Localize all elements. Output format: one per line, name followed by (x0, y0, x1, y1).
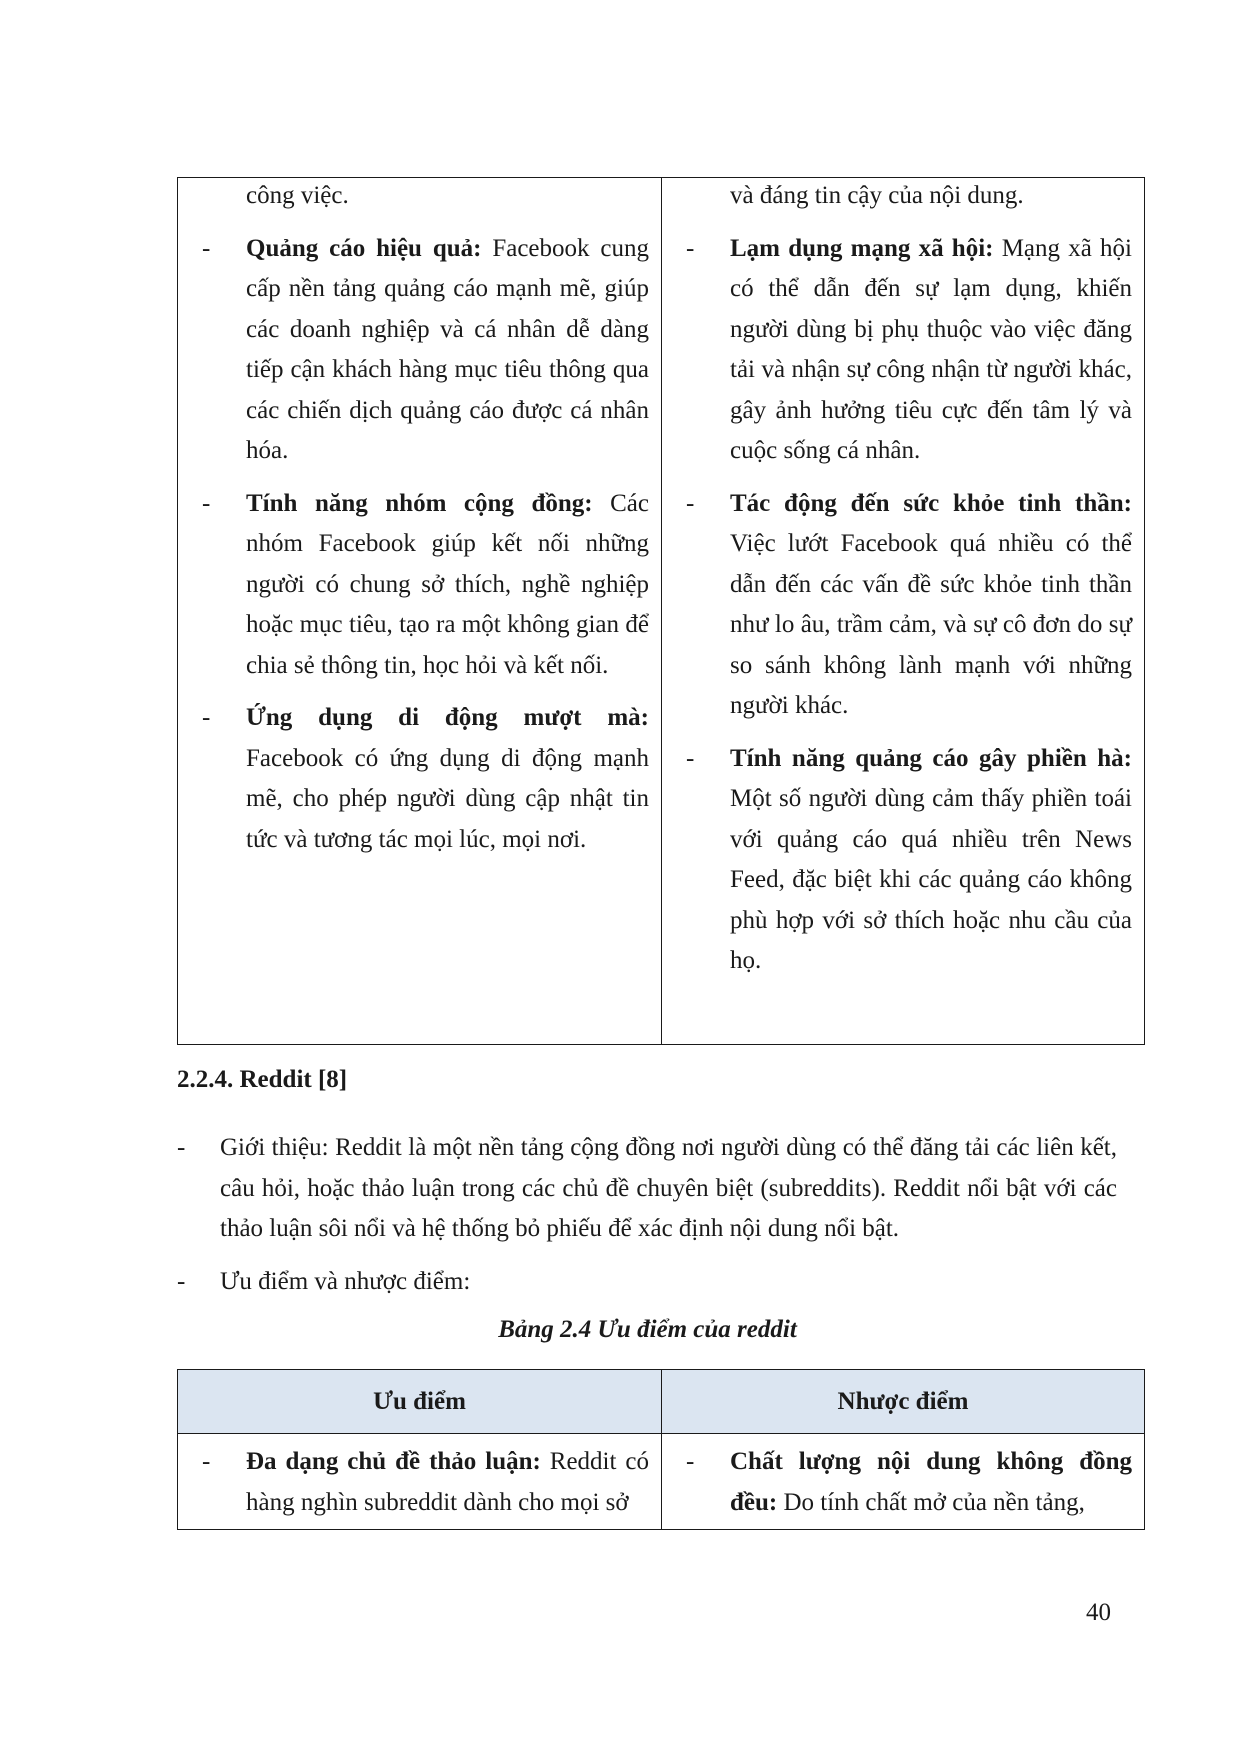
facebook-pros-cons-table (177, 177, 1145, 1045)
pros-cell (178, 1434, 662, 1530)
intro-paragraph (177, 1128, 1117, 1250)
item-title: Ứng dụng di động mượt mà: (246, 704, 649, 731)
list-item (190, 229, 649, 472)
cons-cell (662, 1434, 1145, 1530)
reddit-pros-cons-table (177, 1369, 1145, 1530)
bullet-dash: - (202, 704, 211, 731)
item-text: Việc lướt Facebook quá nhiều có thể dẫn đến các vấn đề sức khỏe tinh thần như lo âu, trầm cảm, và sự cô đơn do sự so sánh không lành mạnh với những người khác. (730, 530, 1132, 719)
item-title: Tính năng nhóm cộng đồng: (246, 489, 593, 517)
list-item (674, 739, 1132, 982)
page-number: 40 (1086, 1599, 1111, 1626)
item-title: Đa dạng chủ đề thảo luận: (246, 1448, 541, 1475)
pros-cons-paragraph (177, 1262, 1117, 1303)
item-text: Mạng xã hội có thể dẫn đến sự lạm dụng, khiến người dùng bị phụ thuộc vào việc đăng tải và nhận sự công nhận từ người khác, gây ảnh hưởng tiêu cực đến tâm lý và cuộc sống cá nhân. (730, 234, 1132, 464)
bullet-dash: - (202, 1448, 211, 1475)
bullet-dash: - (202, 234, 211, 262)
list-item (674, 484, 1132, 727)
item-text: Reddit có hàng nghìn subreddit dành cho mọi sở (246, 1448, 649, 1516)
bullet-dash: - (686, 489, 695, 517)
cons-cell (662, 178, 1145, 1045)
item-title: Lạm dụng mạng xã hội: (730, 234, 994, 262)
item-title: Tính năng quảng cáo gây phiền hà: (730, 744, 1132, 772)
item-title: Chất lượng nội dung không đồng đều: (730, 1448, 1132, 1516)
list-item (190, 1442, 649, 1523)
item-text: Do tính chất mở của nền tảng, (777, 1488, 1085, 1516)
item-text: Facebook cung cấp nền tảng quảng cáo mạnh mẽ, giúp các doanh nghiệp và cá nhân dễ dàng tiếp cận khách hàng mục tiêu thông qua các chiến dịch quảng cáo được cá nhân hóa. (246, 234, 649, 464)
table-caption: Bảng 2.4 Ưu điểm của reddit (498, 1316, 797, 1343)
list-item (190, 698, 649, 860)
intro-text: Giới thiệu: Reddit là một nền tảng cộng đồng nơi người dùng có thể đăng tải các liên kết, câu hỏi, hoặc thảo luận trong các chủ đề chuyên biệt (subreddits). Reddit nổi bật với các thảo luận sôi nổi và hệ thống bỏ phiếu để xác định nội dung nổi bật. (220, 1134, 1117, 1242)
list-item (190, 484, 649, 687)
item-text: Các nhóm Facebook giúp kết nối những người có chung sở thích, nghề nghiệp hoặc mục tiêu, tạo ra một không gian để chia sẻ thông tin, học hỏi và kết nối. (246, 489, 649, 679)
section-heading: 2.2.4. Reddit [8] (177, 1066, 348, 1093)
bullet-dash: - (177, 1134, 186, 1161)
pros-cell (178, 178, 662, 1045)
list-item (674, 1442, 1132, 1523)
pros-cons-text: Ưu điểm và nhược điểm: (220, 1268, 471, 1295)
bullet-dash: - (686, 1448, 695, 1475)
item-text: Facebook có ứng dụng di động mạnh mẽ, cho phép người dùng cập nhật tin tức và tương tác mọi lúc, mọi nơi. (246, 744, 649, 853)
continuation-text: công việc. (246, 182, 349, 209)
item-title: Tác động đến sức khỏe tinh thần: (730, 489, 1132, 517)
item-text: Một số người dùng cảm thấy phiền toái với quảng cáo quá nhiều trên News Feed, đặc biệt khi các quảng cáo không phù hợp với sở thích hoặc nhu cầu của họ. (730, 785, 1132, 974)
header-pros: Ưu điểm (178, 1370, 662, 1434)
header-cons: Nhược điểm (662, 1370, 1145, 1434)
list-item (674, 229, 1132, 472)
bullet-dash: - (177, 1268, 186, 1295)
bullet-dash: - (202, 489, 211, 517)
continuation-text: và đáng tin cậy của nội dung. (730, 182, 1024, 209)
bullet-dash: - (686, 234, 695, 262)
item-title: Quảng cáo hiệu quả: (246, 234, 482, 262)
bullet-dash: - (686, 744, 695, 772)
